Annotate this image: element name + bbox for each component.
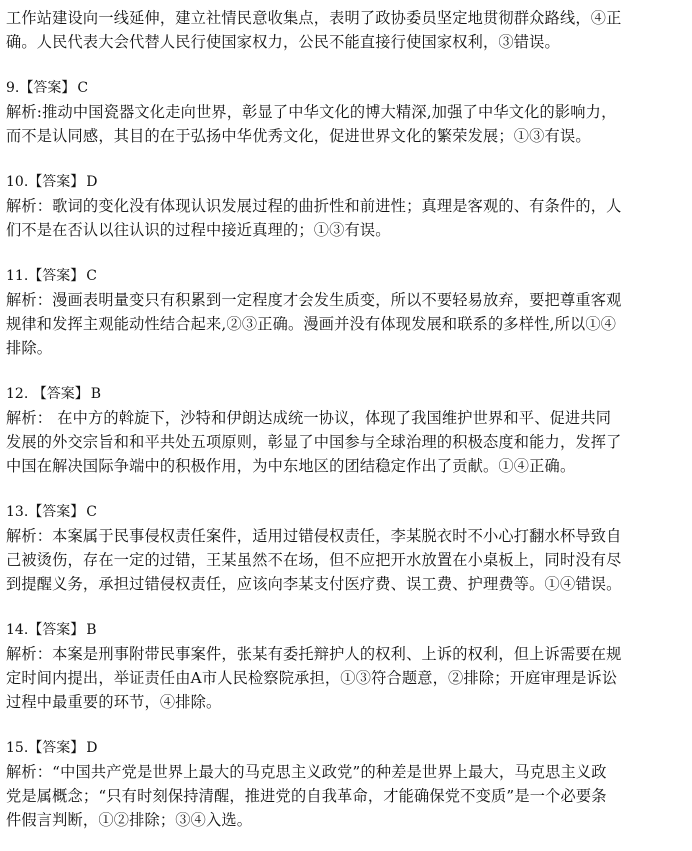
answer-choice: C [86,504,97,520]
answer-item-12 [6,382,686,478]
question-number: 10. [6,174,29,190]
answer-tag: 【答案】 [28,268,85,284]
explanation-line: 解析：歌词的变化没有体现认识发展过程的曲折性和前进性；真理是客观的、有条件的，人 [6,197,622,215]
explanation-line: 过程中最重要的环节，④排除。 [6,693,222,711]
explanation-line: 们不是在否认以往认识的过程中接近真理的；①③有误。 [6,221,391,239]
answer-document [6,0,686,832]
answer-tag: 【答案】 [19,80,76,96]
answer-item-15 [6,736,686,832]
intro-line: 确。人民代表大会代替人民行使国家权力，公民不能直接行使国家权利，③错误。 [6,33,560,51]
explanation-line: 解析： 在中方的斡旋下，沙特和伊朗达成统一协议，体现了我国维护世界和平、促进共同 [6,409,612,427]
explanation-line: 发展的外交宗旨和和平共处五项原则，彰显了中国参与全球治理的积极态度和能力，发挥了 [6,433,622,451]
explanation-line: 中国在解决国际争端中的积极作用，为中东地区的团结稳定作出了贡献。①④正确。 [6,457,576,475]
explanation-line: 到提醒义务，承担过错侵权责任，应该向李某支付医疗费、误工费、护理费等。①④错误。 [6,575,622,593]
answer-choice: C [77,80,89,96]
answer-choice: B [90,386,102,402]
answer-header [6,736,686,760]
question-number: 15. [6,740,29,756]
intro-line: 工作站建设向一线延伸，建立社情民意收集点，表明了政协委员坚定地贯彻群众路线，④正 [6,9,622,27]
explanation-line: 解析：漫画表明量变只有积累到一定程度才会发生质变，所以不要轻易放弃，要把尊重客观 [6,291,622,309]
answer-header [6,170,686,194]
question-number: 14. [6,622,29,638]
explanation-line: 解析:推动中国瓷器文化走向世界，彰显了中华文化的博大精深,加强了中华文化的影响力， [6,103,617,121]
explanation-line: 排除。 [6,339,53,357]
explanation-line: 规律和发挥主观能动性结合起来,②③正确。漫画并没有体现发展和联系的多样性,所以①④ [6,315,617,333]
intro-paragraph [6,0,686,54]
explanation-line: 件假言判断，①②排除；③④入选。 [6,811,253,829]
explanation-line: 解析：“中国共产党是世界上最大的马克思主义政党”的种差是世界上最大，马克思主义政 [6,763,607,781]
answer-tag: 【答案】 [28,740,85,756]
answer-choice: D [86,740,98,756]
answer-item-11 [6,264,686,360]
answer-tag: 【答案】 [28,386,89,402]
answer-item-9 [6,76,686,148]
explanation-line: 解析：本案是刑事附带民事案件，张某有委托辩护人的权利、上诉的权利，但上诉需要在规 [6,645,622,663]
answer-header [6,76,686,100]
question-number: 11. [6,268,29,284]
answer-choice: B [86,622,97,638]
answer-choice: C [86,268,97,284]
explanation-line: 己被烫伤，存在一定的过错，王某虽然不在场，但不应把开水放置在小桌板上，同时没有尽 [6,551,622,569]
answer-header [6,382,686,406]
answer-item-10 [6,170,686,242]
answer-tag: 【答案】 [28,504,85,520]
explanation-line: 定时间内提出，举证责任由A市人民检察院承担，①③符合题意，②排除；开庭审理是诉讼 [6,669,618,687]
answer-choice: D [86,174,98,190]
question-number: 12. [6,386,29,402]
explanation-line: 党是属概念；“只有时刻保持清醒，推进党的自我革命，才能确保党不变质”是一个必要条 [6,787,607,805]
answer-tag: 【答案】 [28,622,85,638]
explanation-line: 解析：本案属于民事侵权责任案件，适用过错侵权责任，李某脱衣时不小心打翻水杯导致自 [6,527,622,545]
answer-tag: 【答案】 [28,174,85,190]
answer-header [6,500,686,524]
answer-item-13 [6,500,686,596]
answer-item-14 [6,618,686,714]
answer-header [6,618,686,642]
question-number: 13. [6,504,29,520]
question-number: 9. [6,80,20,96]
answer-header [6,264,686,288]
explanation-line: 而不是认同感，其目的在于弘扬中华优秀文化，促进世界文化的繁荣发展；①③有误。 [6,127,591,145]
